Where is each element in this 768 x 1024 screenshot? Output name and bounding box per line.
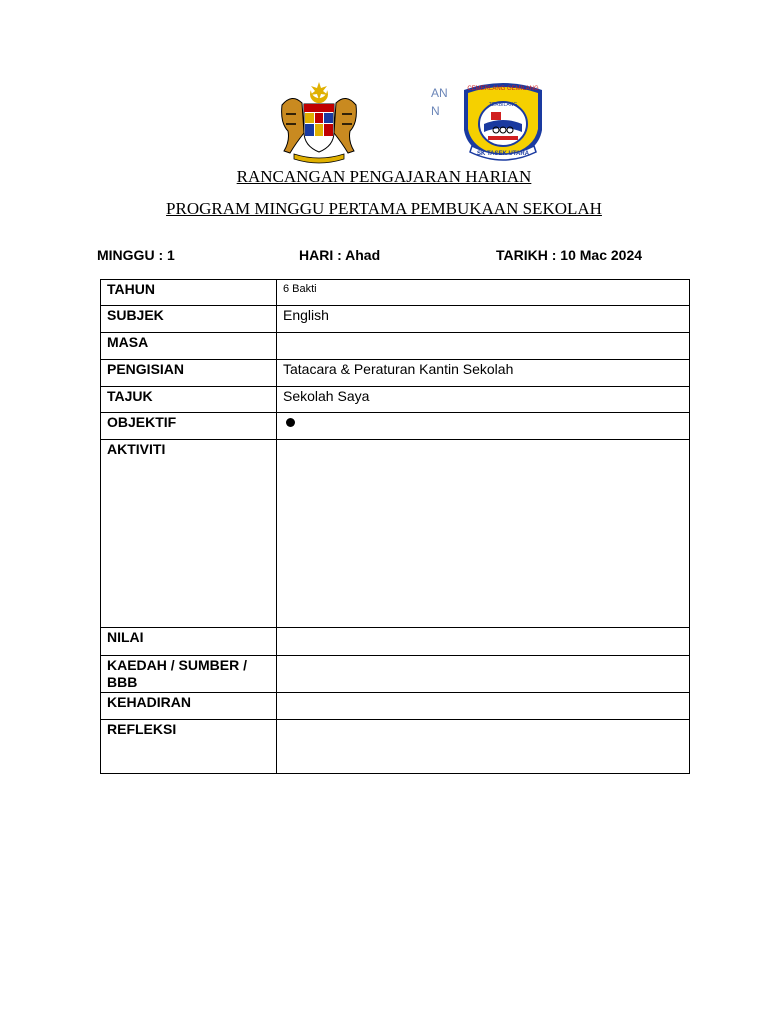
badge-middle-text: TERBILANG bbox=[488, 102, 518, 108]
table-row bbox=[101, 360, 690, 387]
table-row bbox=[101, 720, 690, 774]
document-subtitle: PROGRAM MINGGU PERTAMA PEMBUKAAN SEKOLAH bbox=[166, 199, 602, 218]
nilai-value bbox=[277, 628, 690, 656]
faint-header-line-1: AN bbox=[431, 86, 448, 100]
table-row bbox=[101, 280, 690, 306]
kehadiran-label: KEHADIRAN bbox=[101, 693, 277, 720]
tarikh-field: TARIKH : 10 Mac 2024 bbox=[496, 247, 643, 263]
bullet-icon bbox=[286, 418, 295, 427]
table-row bbox=[101, 440, 690, 628]
minggu-field: MINGGU : 1 bbox=[97, 247, 175, 263]
faint-header-line-2: N bbox=[431, 104, 440, 118]
subjek-value: English bbox=[277, 306, 690, 333]
hari-field: HARI : Ahad bbox=[299, 247, 381, 263]
table-row bbox=[101, 413, 690, 440]
table-row bbox=[101, 656, 690, 693]
badge-top-text: CEMERLANG GEMILANG bbox=[467, 86, 539, 92]
badge-bottom-text: SK TASEK UTARA bbox=[476, 151, 530, 157]
masa-value bbox=[277, 333, 690, 360]
coat-of-arms-logo bbox=[274, 80, 364, 164]
table-row bbox=[101, 333, 690, 360]
table-row bbox=[101, 693, 690, 720]
pengisian-value: Tatacara & Peraturan Kantin Sekolah bbox=[277, 360, 690, 387]
tahun-label: TAHUN bbox=[101, 280, 277, 306]
tajuk-label: TAJUK bbox=[101, 387, 277, 413]
kaedah-value bbox=[277, 656, 690, 693]
tajuk-value: Sekolah Saya bbox=[277, 387, 690, 413]
kehadiran-value bbox=[277, 693, 690, 720]
subjek-label: SUBJEK bbox=[101, 306, 277, 333]
tahun-value: 6 Bakti bbox=[277, 280, 690, 306]
lesson-plan-table bbox=[100, 279, 690, 774]
objektif-value bbox=[277, 413, 690, 440]
objektif-label: OBJEKTIF bbox=[101, 413, 277, 440]
table-row bbox=[101, 387, 690, 413]
aktiviti-value bbox=[277, 440, 690, 628]
table-row bbox=[101, 306, 690, 333]
faint-header-text bbox=[431, 84, 448, 120]
pengisian-label: PENGISIAN bbox=[101, 360, 277, 387]
kaedah-label: KAEDAH / SUMBER / BBB bbox=[101, 656, 277, 693]
document-title: RANCANGAN PENGAJARAN HARIAN bbox=[236, 167, 532, 186]
table-row bbox=[101, 628, 690, 656]
masa-label: MASA bbox=[101, 333, 277, 360]
aktiviti-label: AKTIVITI bbox=[101, 440, 277, 628]
refleksi-value bbox=[277, 720, 690, 774]
refleksi-label: REFLEKSI bbox=[101, 720, 277, 774]
nilai-label: NILAI bbox=[101, 628, 277, 656]
school-badge-logo bbox=[458, 80, 548, 164]
